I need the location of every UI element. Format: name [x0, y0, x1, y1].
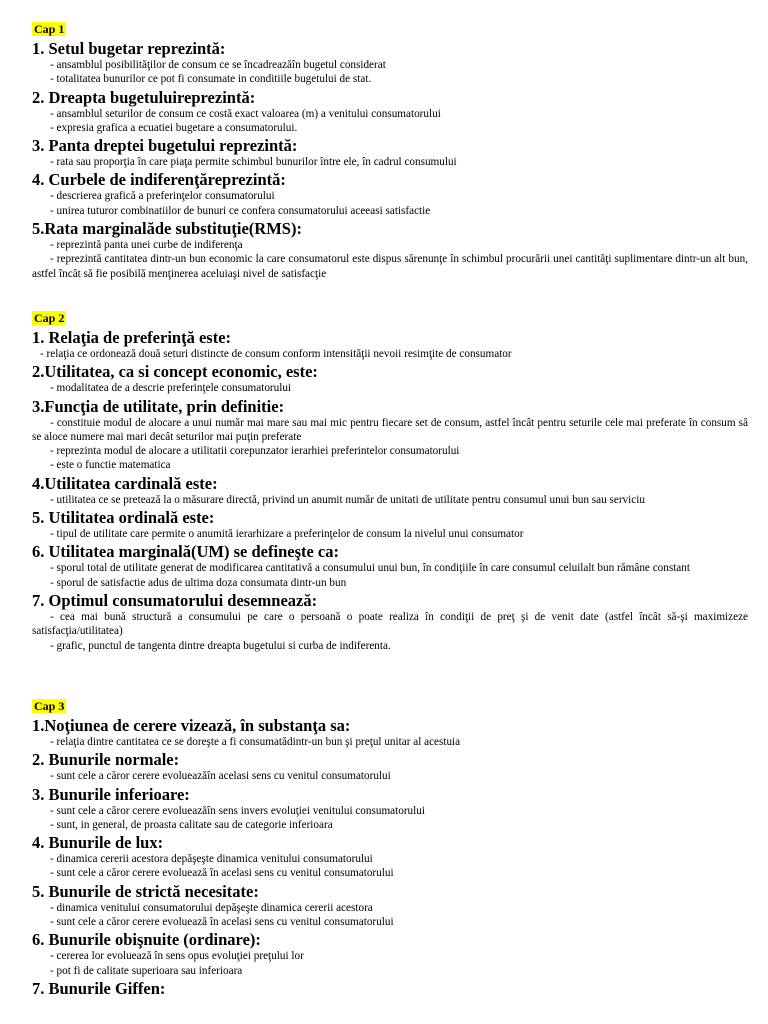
answer-line: - dinamica cererii acestora depăşeşte dinamica venitului consumatorului: [50, 853, 373, 866]
question-block: [32, 171, 748, 218]
question-block: [32, 751, 748, 783]
answer-line: - expresia grafica a ecuatiei bugetare a consumatorului.: [50, 121, 298, 134]
question-title: 7. Bunurile Giffen:: [32, 978, 166, 998]
question-block: [32, 329, 748, 361]
answer-line: - modalitatea de a descrie preferinţele consumatorului: [50, 382, 292, 395]
answer-line: - ansamblul posibilităţilor de consum ce se încadreazăîn bugetul considerat: [50, 59, 386, 71]
answer-line: - sunt, in general, de proasta calitate sau de categorie inferioara: [50, 818, 333, 831]
answer-line: - grafic, punctul de tangenta dintre dreapta bugetului si curba de indiferenta.: [50, 639, 391, 652]
answer-line: - reprezintă cantitatea dintr-un bun economic la care consumatorul este dispus sărenunţe în schimbul procurării unei cantităţi suplimentare dintr-un alt bun, astfel încât să fie posibilă menţinerea aceluiaşi nivel de satisfacţie: [32, 253, 748, 280]
answer-line: - rata sau proporţia în care piaţa permite schimbul bunurilor între ele, în cadrul consumului: [50, 156, 457, 169]
answer-line: - relaţia ce ordonează două seturi distincte de consum conform intensităţii nevoii resimţite de consumator: [40, 348, 512, 360]
question-block: [32, 509, 748, 541]
question-title: 1.Noţiunea de cerere vizează, în substanţa sa:: [32, 716, 351, 735]
question-title: 7. Optimul consumatorului desemnează:: [32, 590, 318, 610]
answer-line: - sporul de satisfactie adus de ultima doza consumata dintr-un bun: [50, 576, 347, 589]
question-title: 3.Funcţia de utilitate, prin definitie:: [32, 396, 285, 416]
question-block: [32, 220, 748, 281]
answer-line: - utilitatea ce se pretează la o măsurare directă, privind un anumit număr de unitati de utilitate pentru consumul unui bun sau serviciu: [50, 493, 645, 506]
chapter-label: Cap 1: [34, 22, 65, 36]
answer-line: - pot fi de calitate superioara sau inferioara: [50, 964, 243, 977]
answer-line: - cea mai bună structură a consumului pe care o persoană o poate realiza în condiţii de preţ şi de venit date (astfel încât să-şi maximizeze satisfacţia/utilitatea): [32, 610, 748, 638]
question-block: [32, 592, 748, 653]
question-title: 3. Panta dreptei bugetului reprezintă:: [32, 136, 298, 156]
answer-line: - constituie modul de alocare a unui număr mai mare sau mai mic pentru fiecare set de consum, astfel încât pentru seturile cele mai preferate în consum să se aloce numere mai mari decât seturilor mai puţin preferate: [32, 416, 748, 443]
question-title: 6. Utilitatea marginală(UM) se defineşte ca:: [32, 542, 339, 562]
answer-line: - reprezinta modul de alocare a utilitatii corepunzator ierarhiei preferintelor consumatorului: [50, 445, 460, 458]
question-block: [32, 137, 748, 169]
question-block: [32, 475, 748, 507]
question-block: [32, 40, 748, 87]
answer-line: - tipul de utilitate care permite o anumită ierarhizare a preferinţelor de consum la nivelul unui consumator: [50, 528, 524, 541]
question-block: [32, 931, 748, 978]
answer-line: - reprezintă panta unei curbe de indiferenţa: [50, 239, 243, 252]
question-title: 5. Utilitatea ordinală este:: [32, 508, 215, 528]
question-title: 2. Dreapta bugetuluireprezintă:: [32, 87, 256, 107]
question-block: [32, 398, 748, 473]
chapter-1: [32, 20, 748, 281]
question-title: 3. Bunurile inferioare:: [32, 784, 190, 804]
chapter-3: [32, 697, 748, 998]
question-title: 4. Curbele de indiferenţăreprezintă:: [32, 170, 286, 190]
question-block: [32, 786, 748, 833]
chapter-2: [32, 309, 748, 653]
answer-line: - sunt cele a căror cerere evolueazăîn sens invers evoluţiei venitului consumatorului: [50, 804, 425, 817]
chapter-label: Cap 2: [34, 311, 65, 325]
question-title: 2.Utilitatea, ca si concept economic, este:: [32, 362, 318, 382]
question-title: 5. Bunurile de strictă necesitate:: [32, 881, 259, 901]
answer-line: - este o functie matematica: [50, 459, 171, 472]
question-title: 4. Bunurile de lux:: [32, 833, 164, 853]
question-title: 2. Bunurile normale:: [32, 750, 180, 770]
answer-line: - sporul total de utilitate generat de modificarea cantitativă a consumului unui bun, în condiţiile în care consumul celuilalt bun rămâne constant: [50, 562, 690, 575]
answer-line: - sunt cele a căror cerere evolueazăîn acelasi sens cu venitul consumatorului: [50, 770, 391, 783]
question-title: 6. Bunurile obişnuite (ordinare):: [32, 930, 261, 950]
question-block: [32, 717, 748, 749]
chapter-label: Cap 3: [34, 699, 65, 713]
answer-line: - totalitatea bunurilor ce pot fi consumate in conditiile bugetului de stat.: [50, 73, 372, 86]
question-block: [32, 543, 748, 590]
answer-line: - cererea lor evoluează în sens opus evoluţiei preţului lor: [50, 950, 304, 963]
question-block: [32, 883, 748, 930]
question-block: [32, 980, 748, 998]
question-block: [32, 834, 748, 881]
question-block: [32, 89, 748, 136]
question-block: [32, 363, 748, 395]
answer-line: - sunt cele a căror cerere evoluează în acelasi sens cu venitul consumatorului: [50, 867, 394, 880]
answer-line: - sunt cele a căror cerere evoluează în acelasi sens cu venitul consumatorului: [50, 916, 394, 929]
question-title: 1. Setul bugetar reprezintă:: [32, 39, 226, 58]
answer-line: - ansamblul seturilor de consum ce costă exact valoarea (m) a venitului consumatorului: [50, 107, 441, 120]
answer-line: - dinamica venitului consumatorului depăşeşte dinamica cererii acestora: [50, 901, 373, 914]
question-title: 4.Utilitatea cardinală este:: [32, 473, 218, 493]
answer-line: - relaţia dintre cantitatea ce se doreşte a fi consumatădintr-un bun şi preţul unitar al acestuia: [50, 736, 461, 748]
answer-line: - unirea tuturor combinatiilor de bunuri ce confera consumatorului aceeasi satisfactie: [50, 204, 431, 217]
question-title: 1. Relaţia de preferinţă este:: [32, 328, 232, 347]
question-title: 5.Rata marginalăde substituţie(RMS):: [32, 219, 302, 239]
answer-line: - descrierea grafică a preferinţelor consumatorului: [50, 190, 275, 203]
